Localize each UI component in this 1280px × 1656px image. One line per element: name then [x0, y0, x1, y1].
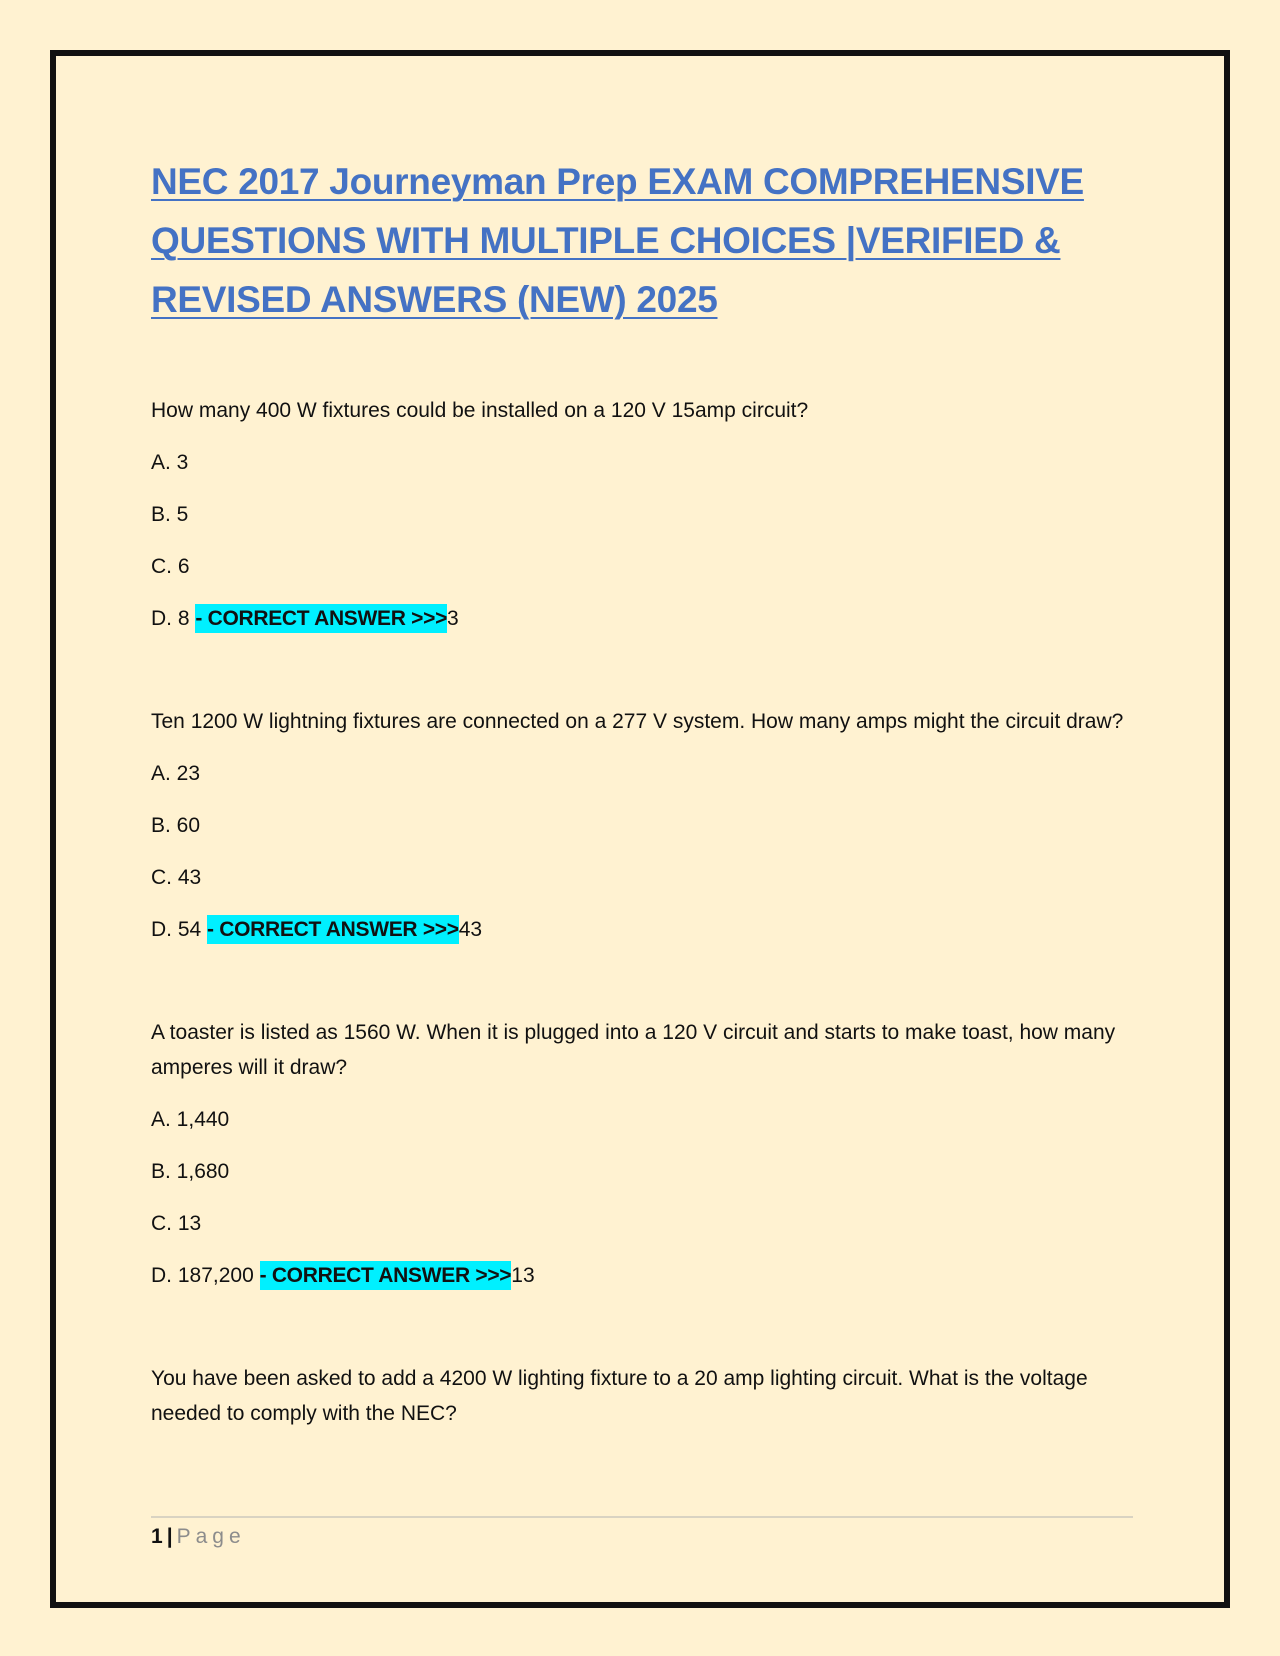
option-d-with-answer — [151, 912, 1136, 947]
question-4 — [151, 1361, 1136, 1431]
question-text: A toaster is listed as 1560 W. When it is plugged into a 120 V circuit and starts to make toast, how many amperes will it draw? — [151, 1021, 1116, 1079]
page-separator: | — [166, 1525, 173, 1548]
option-c: C. 13 — [151, 1212, 202, 1235]
correct-answer-value: 13 — [511, 1264, 535, 1287]
question-1 — [151, 393, 1136, 636]
page-number: 1 — [151, 1525, 163, 1548]
option-a: A. 1,440 — [151, 1108, 230, 1131]
question-text: How many 400 W fixtures could be installed on a 120 V 15amp circuit? — [151, 399, 809, 422]
option-b: B. 5 — [151, 503, 189, 526]
correct-answer-label: - CORRECT ANSWER >>> — [207, 915, 459, 944]
correct-answer-value: 3 — [447, 607, 459, 630]
question-2 — [151, 704, 1136, 947]
correct-answer-label: - CORRECT ANSWER >>> — [195, 604, 447, 633]
option-d: D. 8 — [151, 607, 190, 630]
page-footer — [151, 1520, 246, 1554]
option-d: D. 187,200 — [151, 1264, 254, 1287]
option-d-with-answer — [151, 1258, 1136, 1293]
option-c: C. 6 — [151, 555, 190, 578]
option-d-with-answer — [151, 601, 1136, 636]
option-d: D. 54 — [151, 918, 202, 941]
correct-answer-value: 43 — [458, 918, 483, 941]
option-b: B. 60 — [151, 814, 201, 837]
question-text: Ten 1200 W lightning fixtures are connected on a 277 V system. How many amps might the circuit draw? — [151, 710, 1124, 733]
option-c: C. 43 — [151, 866, 202, 889]
correct-answer-label: - CORRECT ANSWER >>> — [260, 1261, 512, 1290]
question-3 — [151, 1015, 1136, 1293]
question-text: You have been asked to add a 4200 W lighting fixture to a 20 amp lighting circuit. What is the voltage needed to comply with the NEC? — [151, 1367, 1088, 1425]
document-title: NEC 2017 Journeyman Prep EXAM COMPREHENSIVE QUESTIONS WITH MULTIPLE CHOICES |VERIFIED & REVISED ANSWERS (NEW) 2025 — [151, 161, 1084, 320]
option-a: A. 23 — [151, 762, 201, 785]
footer-divider — [151, 1516, 1133, 1518]
page-label: Page — [176, 1525, 246, 1548]
option-a: A. 3 — [151, 451, 189, 474]
document-content — [151, 152, 1136, 1431]
option-b: B. 1,680 — [151, 1160, 230, 1183]
